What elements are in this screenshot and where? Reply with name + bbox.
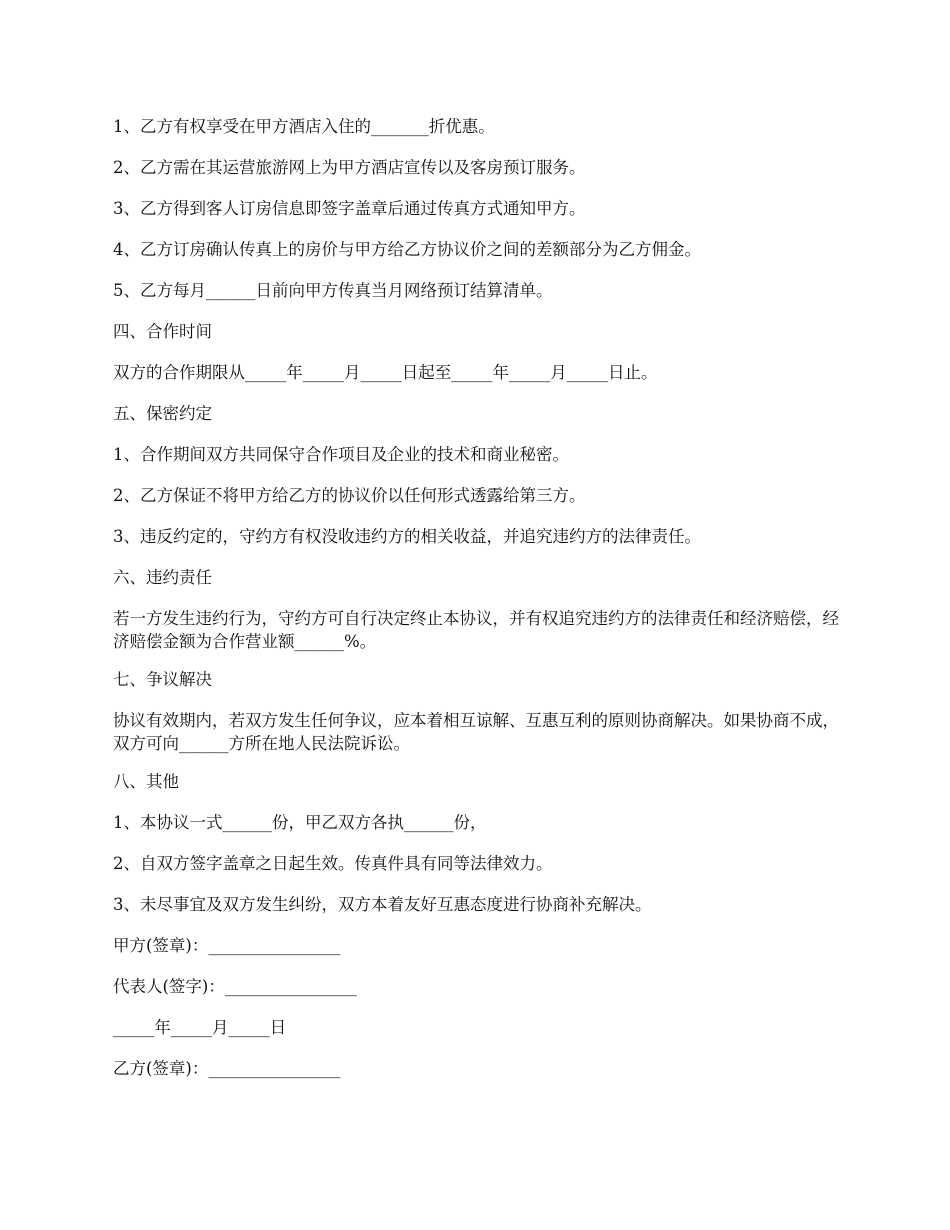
section-heading-confidentiality: 五、保密约定	[113, 404, 212, 423]
term-period-text: 双方的合作期限从_____年_____月_____日起至_____年_____月_____日止。	[113, 363, 658, 382]
clause-settlement: 5、乙方每月______日前向甲方传真当月网络预订结算清单。	[113, 281, 553, 300]
section-heading-dispute: 七、争议解决	[113, 670, 212, 689]
section-heading-other: 八、其他	[113, 772, 179, 791]
representative-signature-line: 代表人(签字)：________________	[113, 977, 357, 996]
dispute-resolution-text: 协议有效期内，若双方发生任何争议，应本着相互谅解、互惠互利的原则协商解决。如果协商不成，双方可向______方所在地人民法院诉讼。	[113, 711, 839, 753]
clause-supplement: 3、未尽事宜及双方发生纠纷，双方本着友好互惠态度进行协商补充解决。	[113, 895, 652, 914]
signing-date-line: _____年_____月_____日	[113, 1018, 287, 1037]
party-a-signature-line: 甲方(签章)：________________	[113, 936, 341, 955]
clause-copies: 1、本协议一式______份，甲乙双方各执______份，	[113, 813, 487, 832]
section-heading-term: 四、合作时间	[113, 322, 212, 341]
clause-discount: 1、乙方有权享受在甲方酒店入住的_______折优惠。	[113, 117, 495, 136]
section-heading-breach: 六、违约责任	[113, 568, 212, 587]
clause-confidential-1: 1、合作期间双方共同保守合作项目及企业的技术和商业秘密。	[113, 445, 569, 464]
clause-promotion: 2、乙方需在其运营旅游网上为甲方酒店宣传以及客房预订服务。	[113, 158, 586, 177]
breach-liability-text: 若一方发生违约行为，守约方可自行决定终止本协议，并有权追究违约方的法律责任和经济赔偿，经济赔偿金额为合作营业额______%。	[113, 609, 839, 651]
clause-confidential-3: 3、违反约定的，守约方有权没收违约方的相关收益，并追究违约方的法律责任。	[113, 527, 701, 546]
party-b-signature-line: 乙方(签章)：________________	[113, 1059, 341, 1078]
clause-effective: 2、自双方签字盖章之日起生效。传真件具有同等法律效力。	[113, 854, 553, 873]
clause-commission: 4、乙方订房确认传真上的房价与甲方给乙方协议价之间的差额部分为乙方佣金。	[113, 240, 701, 259]
clause-fax-notice: 3、乙方得到客人订房信息即签字盖章后通过传真方式通知甲方。	[113, 199, 586, 218]
clause-confidential-2: 2、乙方保证不将甲方给乙方的协议价以任何形式透露给第三方。	[113, 486, 586, 505]
